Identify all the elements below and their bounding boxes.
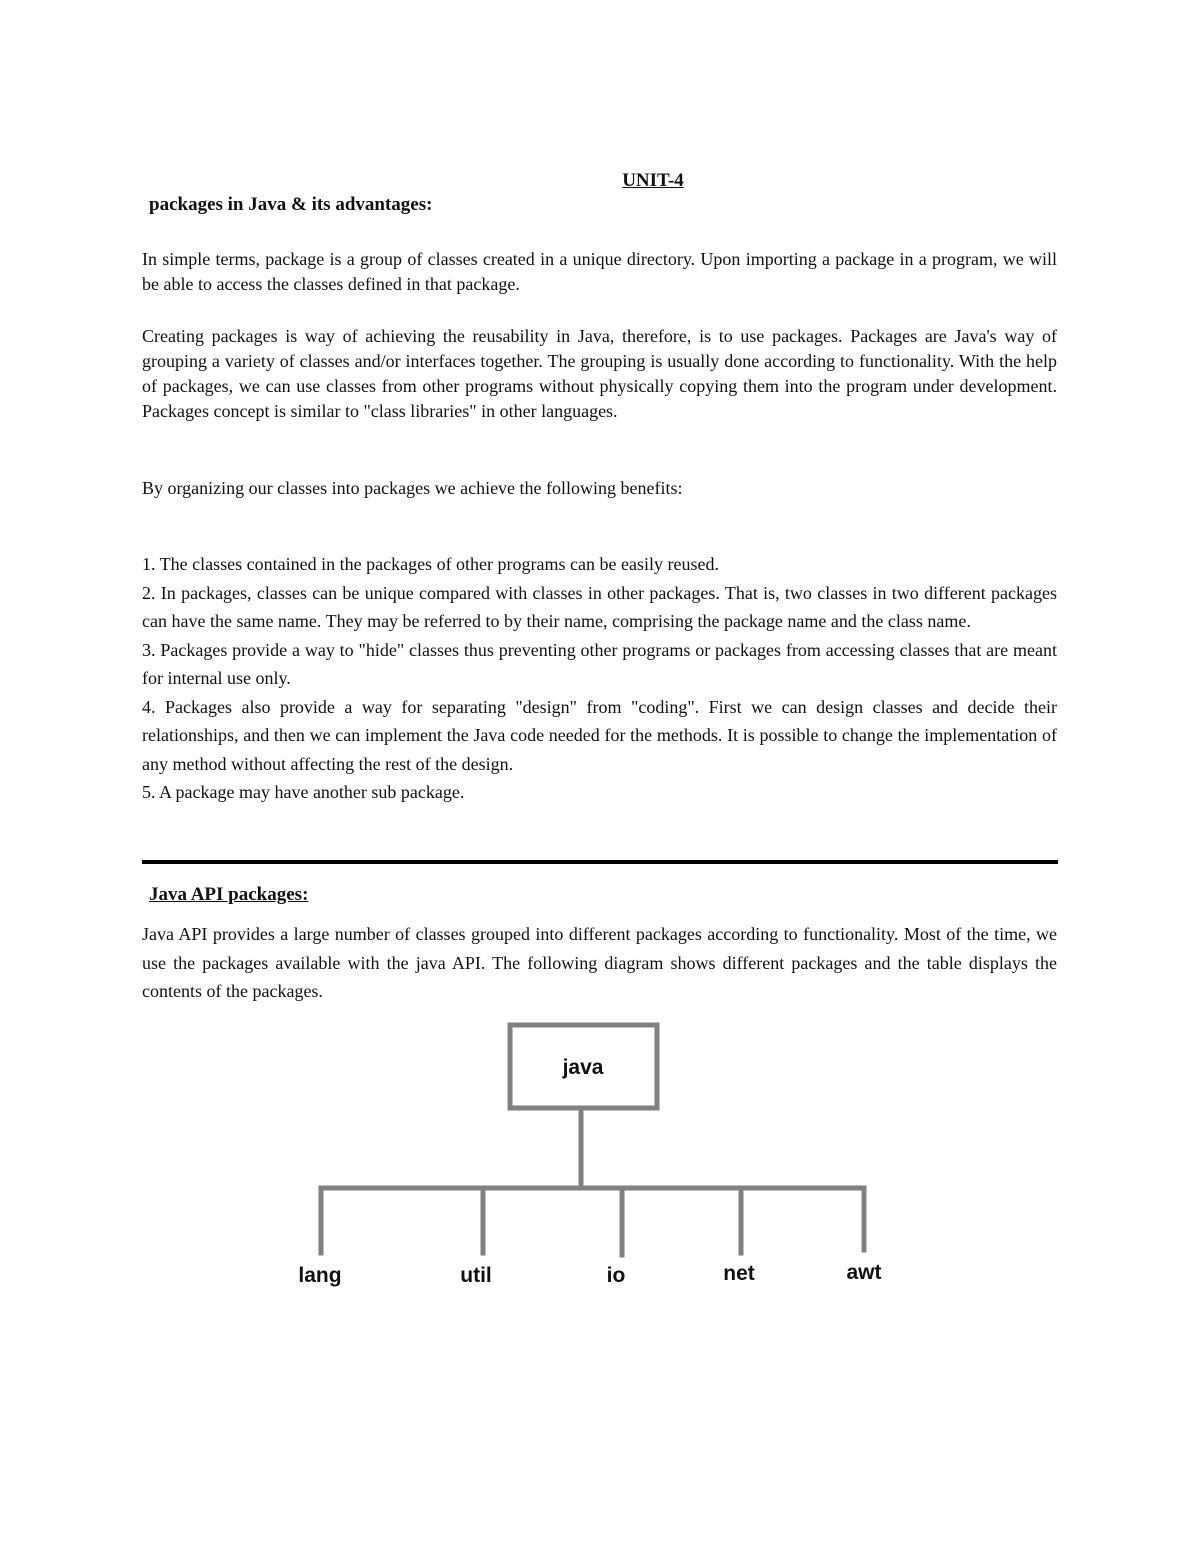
list-item: 2. In packages, classes can be unique compared with classes in other packages. That is, two classes in two different packages can have the same name. They may be referred to by their name, comprising the package name and the class name. <box>142 582 1057 631</box>
package-label-lang: lang <box>298 1264 342 1287</box>
horizontal-divider <box>142 860 1058 864</box>
root-box <box>510 1025 657 1108</box>
list-item: 1. The classes contained in the packages of other programs can be easily reused. <box>142 554 719 574</box>
package-label-util: util <box>460 1264 492 1287</box>
benefits-list <box>142 550 1057 807</box>
paragraph-intro: In simple terms, package is a group of classes created in a unique directory. Upon importing a package in a program, we will be able to access the classes defined in that package. <box>142 249 1057 294</box>
root-label: java <box>562 1056 604 1079</box>
diagram-connectors <box>321 1108 864 1255</box>
package-label-net: net <box>723 1262 755 1285</box>
unit-title: UNIT-4 <box>622 170 684 191</box>
section-heading-packages: packages in Java & its advantages: <box>149 194 433 215</box>
package-label-io: io <box>606 1264 626 1287</box>
package-label-awt: awt <box>846 1261 882 1284</box>
section-heading-java-api: Java API packages: <box>149 884 309 905</box>
paragraph-benefits-intro: By organizing our classes into packages we achieve the following benefits: <box>142 478 683 498</box>
list-item: 4. Packages also provide a way for separating "design" from "coding". First we can design classes and decide their relationships, and then we can implement the Java code needed for the methods. It is possible to change the implementation of any method without affecting the rest of the design. <box>142 696 1057 774</box>
list-item: 5. A package may have another sub package. <box>142 782 465 802</box>
paragraph-reusability: Creating packages is way of achieving the reusability in Java, therefore, is to use packages. Packages are Java's way of grouping a variety of classes and/or interfaces together. The grouping is usually done according to functionality. With the help of packages, we can use classes from other programs without physically copying them into the program under development. Packages concept is similar to "class libraries" in other languages. <box>142 326 1057 421</box>
list-item: 3. Packages provide a way to "hide" classes thus preventing other programs or packages from accessing classes that are meant for internal use only. <box>142 639 1057 688</box>
paragraph-java-api: Java API provides a large number of classes grouped into different packages according to functionality. Most of the time, we use the packages available with the java API. The following diagram shows different packages and the table displays the contents of the packages. <box>142 924 1057 1001</box>
